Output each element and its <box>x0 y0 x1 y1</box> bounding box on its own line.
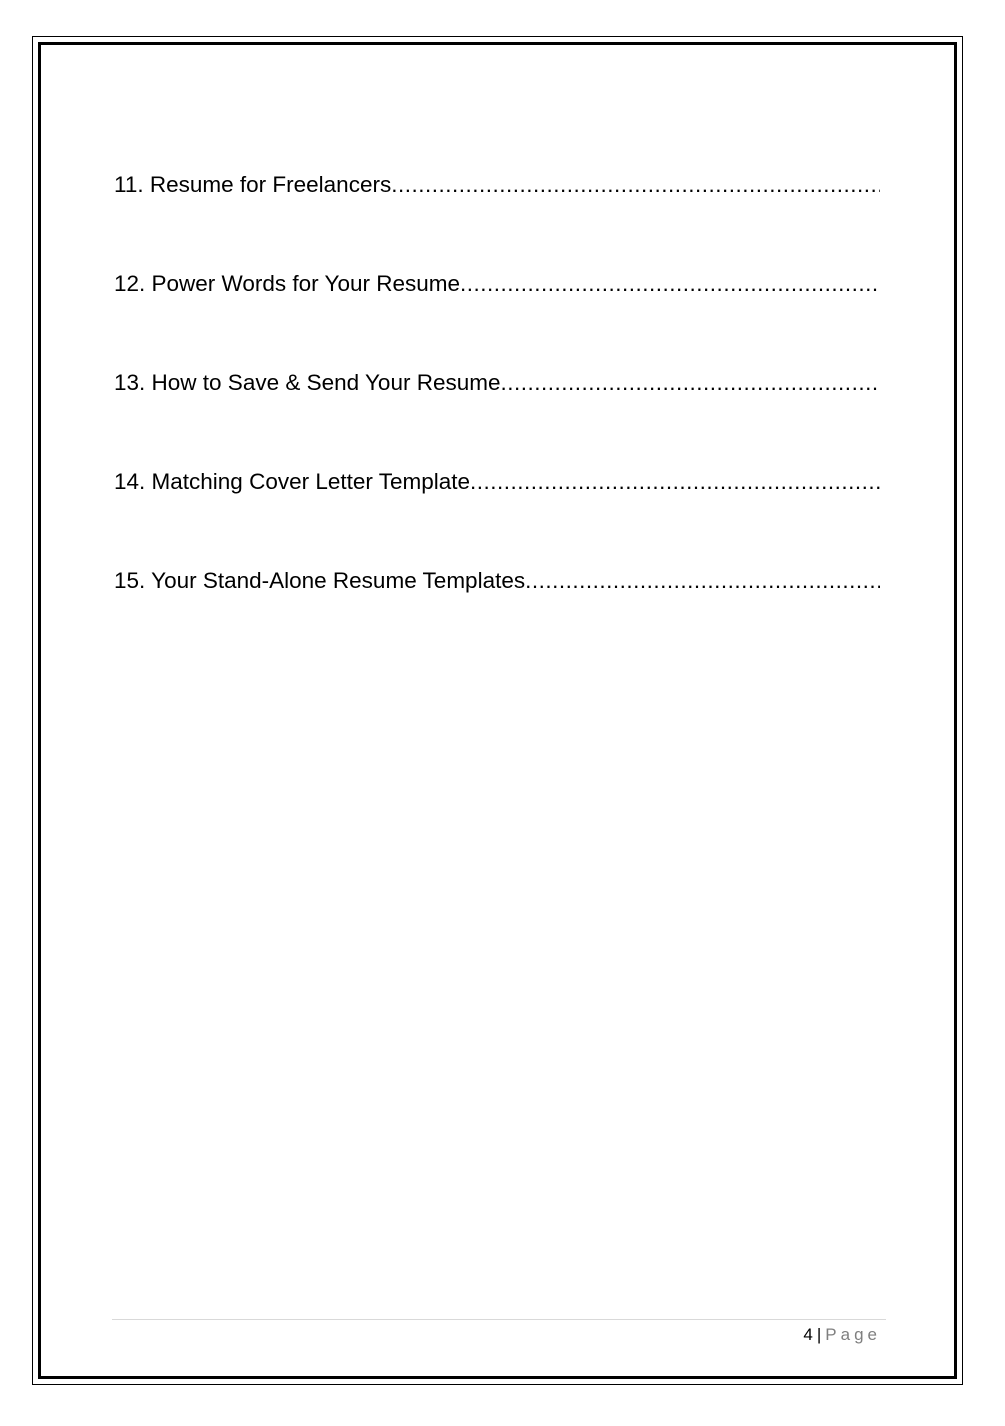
toc-entry-label: 13. How to Save & Send Your Resume <box>114 370 501 395</box>
toc-entry-13[interactable] <box>114 366 880 465</box>
toc-dot-leader <box>501 366 881 400</box>
page-separator: | <box>816 1325 822 1344</box>
page-footer <box>803 1324 881 1346</box>
page-label: Page <box>825 1325 881 1344</box>
page-number: 4 <box>803 1325 813 1344</box>
toc-entry-label: 12. Power Words for Your Resume <box>114 271 461 296</box>
toc-entry-12[interactable] <box>114 267 880 366</box>
toc-dot-leader <box>391 168 880 202</box>
toc-entry-11[interactable] <box>114 168 880 267</box>
toc-entry-label: 15. Your Stand-Alone Resume Templates <box>114 568 526 593</box>
table-of-contents <box>114 168 880 663</box>
toc-dot-leader <box>525 564 880 598</box>
toc-entry-label: 14. Matching Cover Letter Template <box>114 469 471 494</box>
toc-entry-14[interactable] <box>114 465 880 564</box>
toc-entry-15[interactable] <box>114 564 880 663</box>
toc-dot-leader <box>460 267 880 301</box>
toc-dot-leader <box>470 465 880 499</box>
footer-divider <box>112 1319 886 1320</box>
toc-entry-label: 11. Resume for Freelancers <box>114 172 392 197</box>
